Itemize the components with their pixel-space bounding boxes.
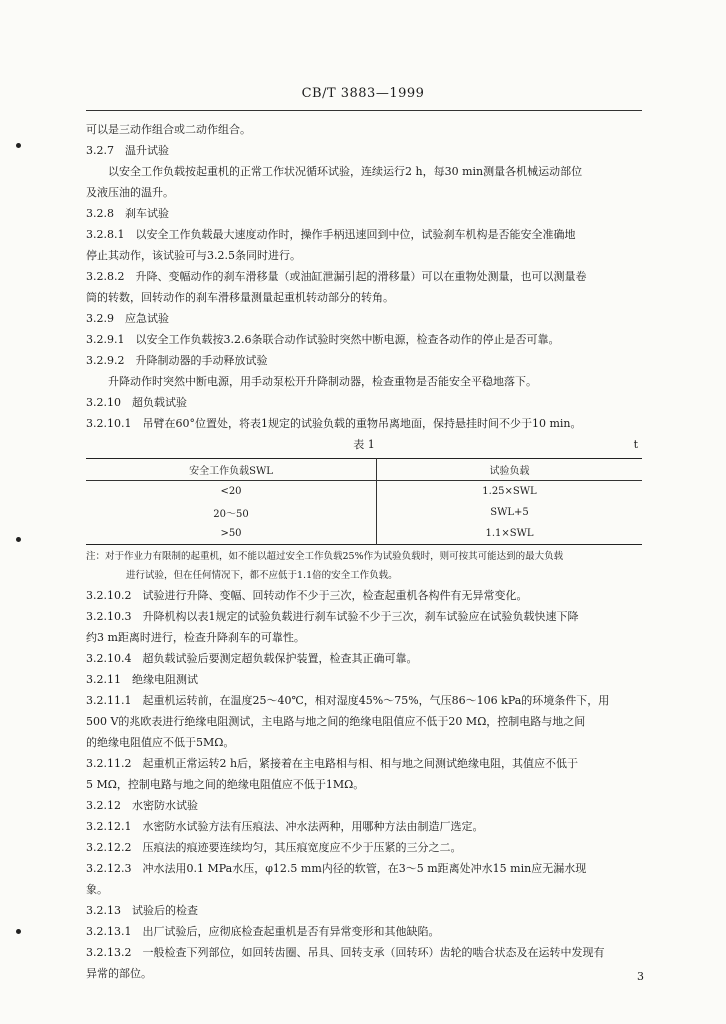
text-line: 3.2.13.2 一般检查下列部位，如回转齿圈、吊具、回转支承（回转环）齿轮的啮合状态及在运转中发现有 <box>86 946 605 959</box>
text-line: 3.2.12.3 冲水法用0.1 MPa水压，φ12.5 mm内径的软管，在3～5 m距离处冲水15 min应无漏水现 <box>86 862 587 875</box>
text-line: 500 V的兆欧表进行绝缘电阻测试，主电路与地之间的绝缘电阻值应不低于20 MΩ，控制电路与地之间 <box>86 715 586 728</box>
table-cell: SWL+5 <box>490 507 529 518</box>
text-line: 异常的部位。 <box>86 967 152 980</box>
table-note: 进行试验，但在任何情况下，都不应低于1.1倍的安全工作负载。 <box>126 570 398 581</box>
text-line: 3.2.10.1 吊臂在60°位置处，将表1规定的试验负载的重物吊离地面，保持悬挂时间不少于10 min。 <box>86 417 582 430</box>
text-line: 3.2.12.2 压痕法的痕迹要连续均匀，其压痕宽度应不少于压紧的三分之二。 <box>86 841 462 854</box>
text-line: 3.2.13.1 出厂试验后，应彻底检查起重机是否有异常变形和其他缺陷。 <box>86 925 440 938</box>
text-line: 3.2.11.2 起重机正常运转2 h后，紧接着在主电路相与相、相与地之间测试绝缘电阻，其值应不低于 <box>86 757 579 770</box>
binding-hole-mark <box>16 929 21 934</box>
section-heading: 3.2.8 刹车试验 <box>86 207 169 220</box>
section-heading: 3.2.12 水密防水试验 <box>86 799 198 812</box>
text-line: 及液压油的温升。 <box>86 186 174 199</box>
section-heading: 3.2.7 温升试验 <box>86 144 169 157</box>
text-line: 约3 m距离时进行，检查升降刹车的可靠性。 <box>86 631 305 644</box>
text-line: 停止其动作，该试验可与3.2.5条同时进行。 <box>86 249 301 262</box>
text-line: 3.2.10.3 升降机构以表1规定的试验负载进行刹车试验不少于三次，刹车试验应在试验负载快速下降 <box>86 610 579 623</box>
text-line: 以安全工作负载按起重机的正常工作状况循环试验，连续运行2 h，每30 min测量各机械运动部位 <box>108 165 583 178</box>
text-line: 3.2.11.1 起重机运转前，在温度25～40℃，相对湿度45%～75%，气压86～106 kPa的环境条件下，用 <box>86 694 610 707</box>
table-cell: <20 <box>86 481 377 503</box>
table-row <box>86 502 642 523</box>
text-line: 3.2.10.4 超负载试验后要测定超负载保护装置，检查其正确可靠。 <box>86 652 418 665</box>
table-unit: t <box>633 438 638 451</box>
text-line: 3.2.8.1 以安全工作负载最大速度动作时，操作手柄迅速回到中位，试验刹车机构是否能安全准确地 <box>86 228 576 241</box>
table-caption <box>86 434 642 455</box>
text-line: 筒的转数，回转动作的刹车滑移量测量起重机转动部分的转角。 <box>86 291 394 304</box>
text-line: 3.2.9.2 升降制动器的手动释放试验 <box>86 354 268 367</box>
table-cell: 1.25×SWL <box>482 486 537 497</box>
table-header-cell: 试验负载 <box>377 459 643 481</box>
table-row <box>86 523 642 545</box>
text-line: 升降动作时突然中断电源，用手动泵松开升降制动器，检查重物是否能安全平稳地落下。 <box>108 375 537 388</box>
binding-hole-mark <box>16 143 21 148</box>
section-heading: 3.2.13 试验后的检查 <box>86 904 198 917</box>
text-line: 3.2.9.1 以安全工作负载按3.2.6条联合动作试验时突然中断电源，检查各动作的停止是否可靠。 <box>86 333 560 346</box>
table-header-row <box>86 459 642 481</box>
standard-header: CB/T 3883—1999 <box>301 86 425 101</box>
page-number: 3 <box>637 970 644 983</box>
table-cell: 1.1×SWL <box>485 528 534 539</box>
section-heading: 3.2.10 超负载试验 <box>86 396 187 409</box>
text-line: 5 MΩ，控制电路与地之间的绝缘电阻值应不低于1MΩ。 <box>86 778 365 791</box>
text-line: 可以是三动作组合或二动作组合。 <box>86 123 251 136</box>
load-table <box>86 458 642 545</box>
table-cell: >50 <box>86 523 377 545</box>
text-line: 象。 <box>86 883 108 896</box>
text-line: 3.2.10.2 试验进行升降、变幅、回转动作不少于三次，检查起重机各构件有无异常变化。 <box>86 589 528 602</box>
section-heading: 3.2.11 绝缘电阻测试 <box>86 673 198 686</box>
table-title: 表 1 <box>353 438 375 451</box>
body-text <box>86 119 642 984</box>
table-cell: 20～50 <box>86 502 377 523</box>
text-line: 3.2.8.2 升降、变幅动作的刹车滑移量（或油缸泄漏引起的滑移量）可以在重物处测量，也可以测量卷 <box>86 270 587 283</box>
table-note: 注：对于作业力有限制的起重机，如不能以超过安全工作负载25%作为试验负载时，则可按其可能达到的最大负载 <box>86 551 564 562</box>
header-rule <box>86 110 642 111</box>
text-line: 的绝缘电阻值应不低于5MΩ。 <box>86 736 235 749</box>
text-line: 3.2.12.1 水密防水试验方法有压痕法、冲水法两种，用哪种方法由制造厂选定。 <box>86 820 484 833</box>
binding-hole-mark <box>16 537 21 542</box>
table-row <box>86 481 642 503</box>
section-heading: 3.2.9 应急试验 <box>86 312 169 325</box>
table-header-cell: 安全工作负载SWL <box>86 459 377 481</box>
